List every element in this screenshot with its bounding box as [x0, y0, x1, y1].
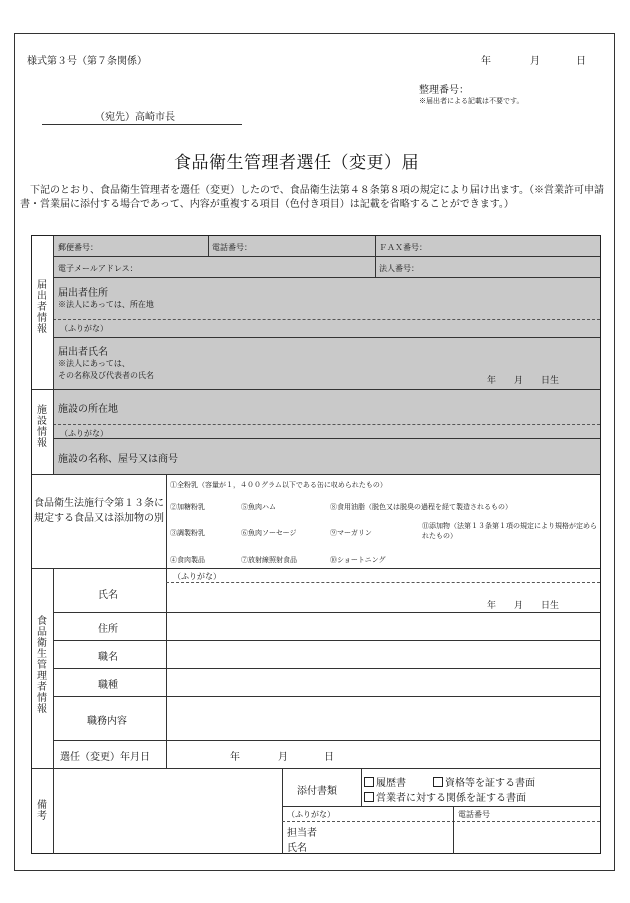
food-item-3: ③調製粉乳 — [170, 529, 205, 537]
form-number: 様式第３号（第７条関係） — [27, 56, 147, 67]
applicant-side-label: 届出者情報 — [37, 280, 47, 335]
food-item-11: ⑪添加物（法第１３条第１項の規定により規格が定められたもの） — [422, 522, 597, 540]
manager-address-label: 住所 — [98, 624, 118, 635]
postal-code-label: 郵便番号： — [58, 243, 98, 252]
attachments-label: 添付書類 — [297, 786, 337, 797]
manager-job-type-label: 職種 — [98, 680, 118, 691]
addressee-underline — [42, 124, 242, 125]
food-item-9: ⑨マーガリン — [330, 529, 372, 537]
facility-furigana-label: （ふりがな） — [60, 429, 108, 438]
seiri-note: ※届出者による記載は不要です。 — [419, 97, 524, 105]
manager-duties-label: 職務内容 — [87, 716, 127, 727]
appoint-month: 月 — [278, 752, 288, 763]
contact-person-label: 担当者 — [287, 828, 317, 839]
attach-qualification[interactable]: 資格等を証する書面 — [433, 774, 535, 789]
applicant-block — [53, 236, 600, 389]
checkbox-icon[interactable] — [433, 777, 443, 787]
food-item-8: ⑧食用油脂（脱色又は脱臭の過程を経て製造されるもの） — [330, 503, 512, 511]
manager-job-title-label: 職名 — [98, 652, 118, 663]
food-item-4: ④食肉製品 — [170, 556, 205, 564]
fax-label: ＦＡＸ番号： — [379, 243, 427, 252]
appoint-year: 年 — [230, 752, 240, 763]
appoint-day: 日 — [324, 752, 334, 763]
facility-side-label: 施設情報 — [37, 405, 47, 449]
manager-side-label: 食品衛生管理者情報 — [37, 616, 47, 715]
applicant-name-note-1: ※法人にあっては、 — [58, 359, 130, 368]
intro-paragraph: 下記のとおり、食品衛生管理者を選任（変更）したので、食品衛生法第４８条第８項の規定により届け出ます。（※営業許可申請書・営業届に添付する場合であって、内容が重複する項目（色付き項目）は記載を省略することができます。） — [20, 185, 604, 210]
applicant-name-note-2: その名称及び代表者の氏名 — [58, 371, 154, 380]
manager-name-label: 氏名 — [98, 590, 118, 601]
food-item-6: ⑥魚肉ソーセージ — [241, 529, 297, 537]
checkbox-icon[interactable] — [364, 792, 374, 802]
food-item-2: ②加糖粉乳 — [170, 503, 205, 511]
manager-furigana-label: （ふりがな） — [173, 572, 221, 581]
corp-number-label: 法人番号： — [379, 264, 419, 273]
date-year: 年 — [481, 56, 491, 67]
applicant-address-note: ※法人にあっては、所在地 — [58, 300, 154, 309]
applicant-address-label: 届出者住所 — [58, 288, 108, 299]
food-item-10: ⑩ショートニング — [330, 556, 386, 564]
food-item-5: ⑤魚肉ハム — [241, 503, 276, 511]
attach-relationship[interactable]: 営業者に対する関係を証する書面 — [364, 789, 526, 804]
attach-resume[interactable]: 履歴書 — [364, 774, 406, 789]
email-label: 電子メールアドレス： — [58, 264, 138, 273]
contact-name-label: 氏名 — [287, 843, 307, 854]
applicant-name-label: 届出者氏名 — [58, 347, 108, 358]
food-item-1: ①全粉乳（容量が１，４００グラム以下である缶に収められたもの） — [170, 481, 387, 489]
date-day: 日 — [576, 56, 586, 67]
checkbox-icon[interactable] — [364, 777, 374, 787]
applicant-furigana-label: （ふりがな） — [60, 324, 108, 333]
date-month: 月 — [530, 56, 540, 67]
applicant-birth-date: 年 月 日生 — [487, 376, 560, 386]
contact-furigana-label: （ふりがな） — [287, 810, 335, 819]
appoint-date-label: 選任（変更）年月日 — [60, 752, 150, 763]
contact-phone-label: 電話番号 — [458, 810, 490, 819]
food-item-7: ⑦放射線照射食品 — [241, 556, 297, 564]
seiri-label: 整理番号： — [419, 85, 469, 96]
facility-name-label: 施設の名称、屋号又は商号 — [58, 454, 178, 465]
phone-label: 電話番号： — [212, 243, 252, 252]
food-category-label: 食品衛生法施行令第１３条に規定する食品又は添加物の別 — [34, 498, 164, 524]
facility-location-label: 施設の所在地 — [58, 404, 118, 415]
page-title: 食品衛生管理者選任（変更）届 — [174, 153, 419, 173]
remarks-side-label: 備考 — [37, 800, 47, 822]
manager-birth-date: 年 月 日生 — [487, 601, 560, 611]
addressee: （宛先）高崎市長 — [95, 112, 175, 123]
